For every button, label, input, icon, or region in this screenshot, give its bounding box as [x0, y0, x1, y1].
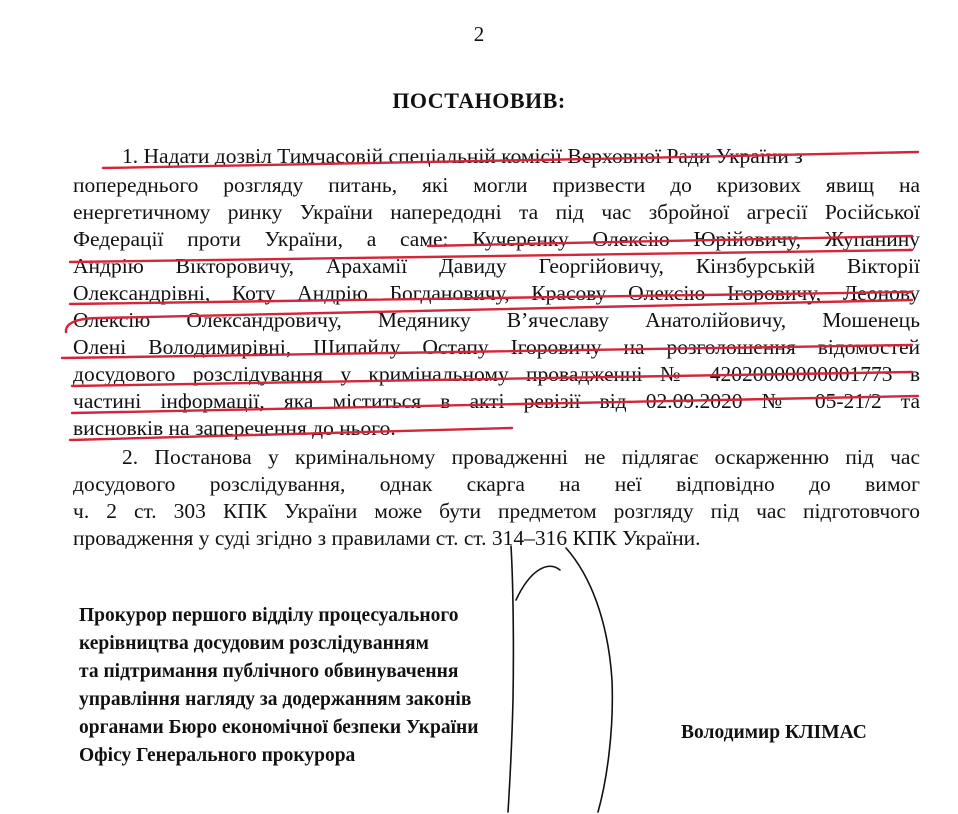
signer-name: Володимир КЛІМАС [681, 722, 867, 743]
signature-block [79, 602, 478, 770]
paragraph1-line: Олені Володимирівні, Шипайлу Остапу Ігоровичу на розголошення відомостей [73, 335, 920, 359]
page-number: 2 [473, 22, 485, 46]
paragraph2-line: ч. 2 ст. 303 КПК України може бути предметом розгляду під час підготовчого [73, 499, 920, 523]
paragraph1-line: 1. Надати дозвіл Тимчасовій спеціальній комісії Верховної Ради України з [122, 144, 803, 168]
paragraph2-line: провадження у суді згідно з правилами ст. ст. 314–316 КПК України. [73, 526, 701, 550]
paragraph1-line: Олексію Олександровичу, Медянику В’ячеславу Анатолійовичу, Мошенець [73, 308, 920, 332]
paragraph2-line: 2. Постанова у кримінальному провадженні не підлягає оскарженню під час [122, 445, 920, 469]
paragraph1-line: досудового розслідування у кримінальному провадженні № 42020000000001773 в [73, 362, 920, 386]
paragraph2-line: досудового розслідування, однак скарга на неї відповідно до вимог [73, 472, 920, 496]
paragraph1-line: висновків на заперечення до нього. [73, 416, 396, 440]
handwritten-signature [508, 546, 612, 812]
paragraph1-line: Федерації проти України, а саме: Кучеренку Олексію Юрійовичу, Жупанину [73, 227, 920, 251]
signature-block-line: Прокурор першого відділу процесуального [79, 605, 459, 626]
paragraph1-line: частині інформації, яка міститься в акті ревізії від 02.09.2020 № 05-21/2 та [73, 389, 920, 413]
paragraph1-line: попереднього розгляду питань, які могли призвести до кризових явищ на [73, 173, 920, 197]
paragraph1-line: Олександрівні, Коту Андрію Богдановичу, Красову Олексію Ігоровичу, Леонову [73, 281, 920, 305]
paragraph1-line: Андрію Вікторовичу, Арахамії Давиду Георгійовичу, Кінзбурській Вікторії [73, 254, 920, 278]
signature-block-line: управління нагляду за додержанням законів [79, 689, 472, 710]
signature-block-line: органами Бюро економічної безпеки України [79, 717, 479, 738]
signature-block-line: та підтримання публічного обвинувачення [79, 661, 459, 682]
signature-block-line: Офісу Генерального прокурора [79, 745, 356, 766]
resolution-heading: ПОСТАНОВИВ: [392, 88, 566, 113]
signature-block-line: керівництва досудовим розслідуванням [79, 633, 429, 654]
paragraph1-line: енергетичному ринку України напередодні та під час збройної агресії Російської [73, 200, 920, 224]
